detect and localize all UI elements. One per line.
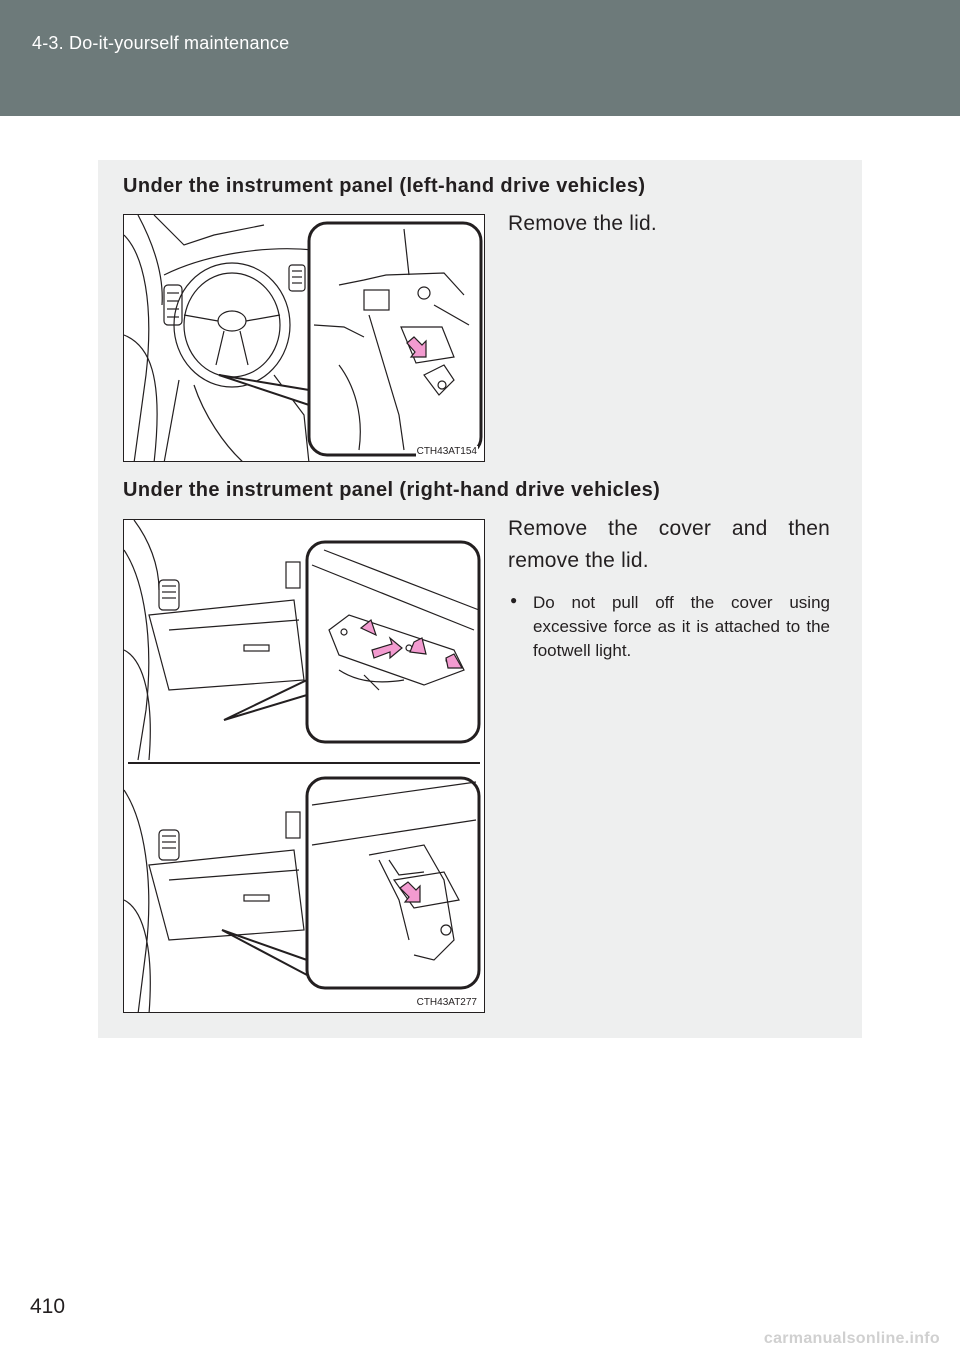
caution-note: Do not pull off the cover using excessive force as it is attached to the footwell light. [533,593,830,660]
illustration-code: CTH43AT154 [416,446,477,457]
instruction-remove-cover-and-lid: Remove the cover and then remove the lid. [508,517,830,572]
left-hand-drive-dashboard-drawing [124,215,485,462]
illustration-left-hand-drive [123,214,485,462]
illustration-code: CTH43AT277 [416,997,477,1008]
watermark: carmanualsonline.info [763,1330,940,1347]
heading-right-hand-drive: Under the instrument panel (right-hand drive vehicles) [123,479,661,501]
instruction-remove-lid: Remove the lid. [508,212,657,235]
section-title: 4-3. Do-it-yourself maintenance [32,33,290,53]
note-bullet-icon: ● [510,593,518,607]
heading-left-hand-drive: Under the instrument panel (left-hand drive vehicles) [123,175,646,197]
header-bar [0,0,960,116]
right-hand-drive-dashboard-drawing [124,520,485,1013]
page-number: 410 [30,1295,66,1318]
illustration-right-hand-drive [123,519,485,1013]
